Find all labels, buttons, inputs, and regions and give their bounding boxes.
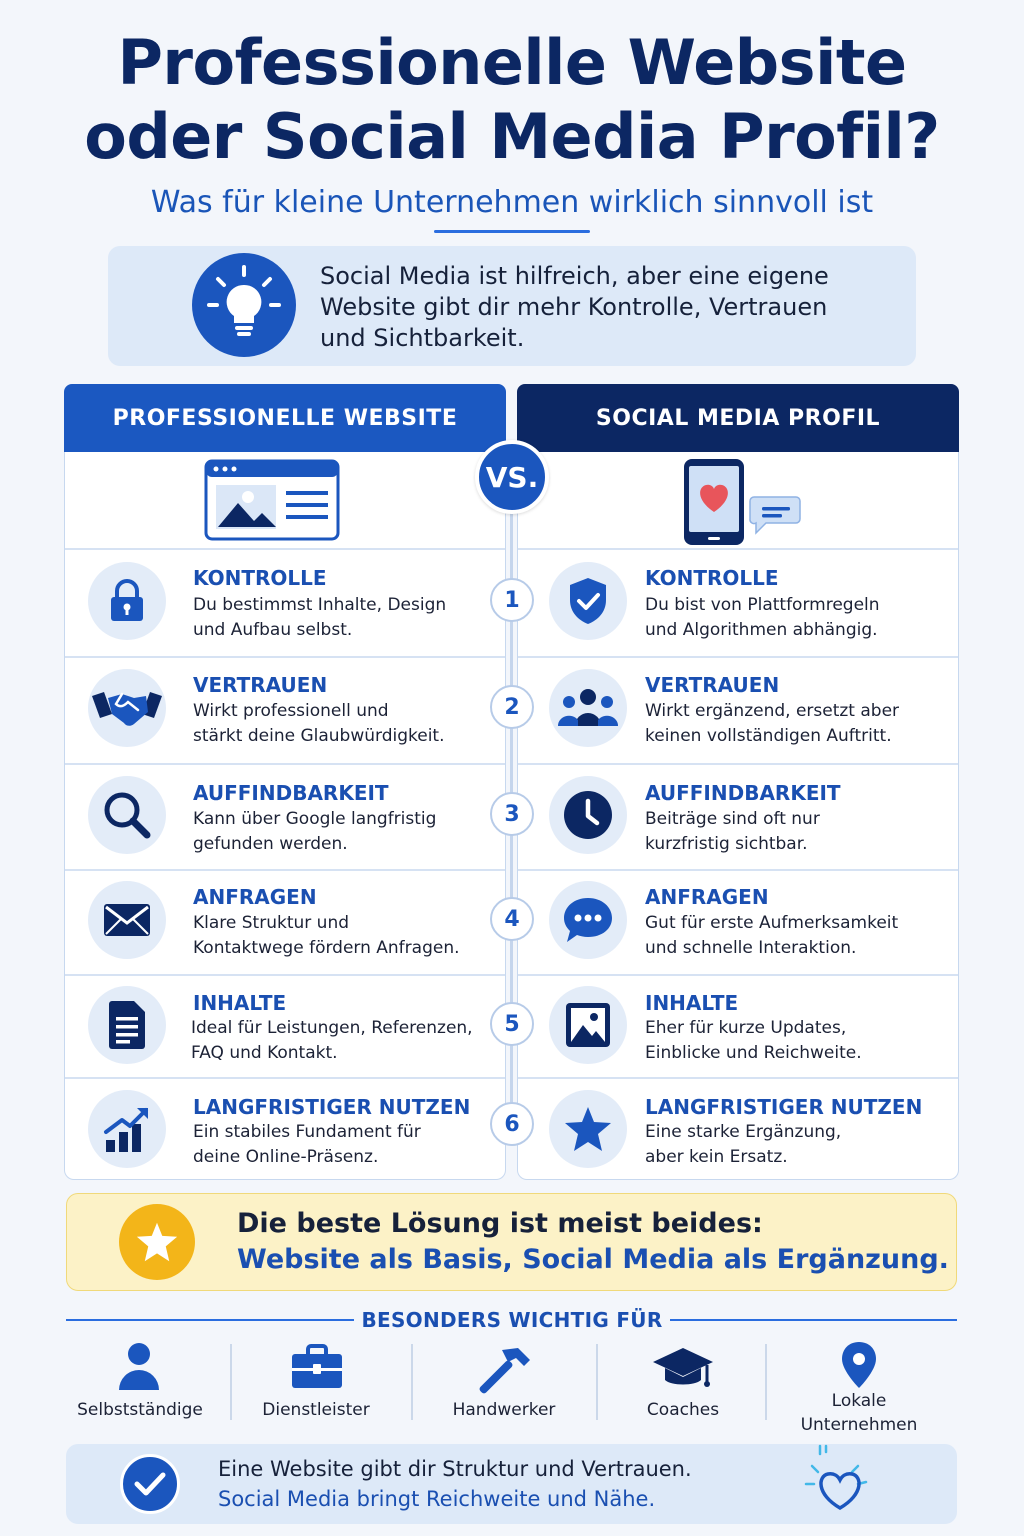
intro-callout — [108, 246, 916, 366]
audience-label: Handwerker — [452, 1400, 556, 1420]
row-number-badge: 5 — [490, 1002, 534, 1046]
website-row-3-title: AUFFINDBARKEIT — [193, 781, 389, 805]
desc-line: und Algorithmen abhängig. — [645, 620, 878, 640]
graduation-cap-icon — [651, 1346, 715, 1396]
row-divider — [65, 869, 505, 871]
desc-line: Wirkt ergänzend, ersetzt aber — [645, 701, 900, 721]
row-divider — [65, 1077, 505, 1079]
desc-line: Ein stabiles Fundament für — [193, 1122, 421, 1142]
audience-separator — [596, 1344, 598, 1420]
audience-label: Selbstständige — [77, 1400, 203, 1420]
social-row-4-title: ANFRAGEN — [645, 885, 769, 909]
section-rule — [670, 1319, 957, 1321]
desc-line: gefunden werden. — [193, 834, 348, 854]
lock-icon — [88, 562, 166, 640]
row-divider — [518, 869, 958, 871]
image-icon — [549, 986, 627, 1064]
chat-bubble-icon — [549, 881, 627, 959]
website-row-1-title: KONTROLLE — [193, 566, 327, 590]
desc-line: und Aufbau selbst. — [193, 620, 353, 640]
desc-line: Wirkt professionell und — [193, 701, 389, 721]
star-icon — [549, 1090, 627, 1168]
website-row-1-desc — [193, 593, 483, 643]
row-divider — [65, 548, 505, 550]
desc-line: Du bestimmst Inhalte, Design — [193, 595, 447, 615]
row-divider — [65, 656, 505, 658]
briefcase-icon — [290, 1344, 344, 1394]
row-divider — [518, 656, 958, 658]
row-divider — [65, 763, 505, 765]
website-row-6-desc — [193, 1120, 483, 1170]
search-icon — [88, 776, 166, 854]
desc-line: und schnelle Interaktion. — [645, 938, 857, 958]
row-number-badge: 2 — [490, 685, 534, 729]
browser-window-icon — [204, 459, 340, 545]
social-row-3-title: AUFFINDBARKEIT — [645, 781, 841, 805]
desc-line: Klare Struktur und — [193, 913, 350, 933]
clock-icon — [549, 776, 627, 854]
row-divider — [518, 974, 958, 976]
desc-line: Kann über Google langfristig — [193, 809, 437, 829]
social-row-1-desc — [645, 593, 935, 643]
phone-heart-icon — [682, 457, 804, 551]
desc-line: deine Online-Präsenz. — [193, 1147, 379, 1167]
page-subtitle: Was für kleine Unternehmen wirklich sinnvoll ist — [150, 185, 874, 220]
star-icon — [119, 1204, 195, 1280]
row-number-badge: 4 — [490, 897, 534, 941]
person-icon — [117, 1342, 161, 1394]
social-row-5-desc — [645, 1016, 935, 1066]
footer-line-2: Social Media bringt Reichweite und Nähe. — [218, 1487, 656, 1511]
audience-separator — [411, 1344, 413, 1420]
intro-text: Social Media ist hilfreich, aber eine eigene Website gibt dir mehr Kontrolle, Vertrauen und Sichtbarkeit. — [320, 262, 829, 352]
social-row-6-title: LANGFRISTIGER NUTZEN — [645, 1095, 923, 1119]
audience-label-line: Unternehmen — [800, 1415, 918, 1435]
desc-line: FAQ und Kontakt. — [191, 1043, 338, 1063]
social-row-4-desc — [645, 911, 935, 961]
section-rule — [66, 1319, 354, 1321]
hammer-icon — [478, 1344, 532, 1398]
audience-label: Dienstleister — [262, 1400, 370, 1420]
social-row-2-desc — [645, 699, 935, 749]
social-row-1-title: KONTROLLE — [645, 566, 779, 590]
audience-label — [779, 1389, 939, 1437]
column-header-social-media: SOCIAL MEDIA PROFIL — [517, 384, 959, 452]
website-row-2-desc — [193, 699, 483, 749]
desc-line: Kontaktwege fördern Anfragen. — [193, 938, 460, 958]
website-row-5-desc — [191, 1016, 491, 1066]
audience-label-line: Lokale — [831, 1391, 887, 1411]
website-row-4-desc — [193, 911, 483, 961]
desc-line: kurzfristig sichtbar. — [645, 834, 808, 854]
envelope-icon — [88, 881, 166, 959]
best-solution-callout — [66, 1193, 957, 1291]
row-divider — [65, 974, 505, 976]
footer-callout — [66, 1444, 957, 1524]
check-circle-icon — [120, 1454, 180, 1514]
social-row-6-desc — [645, 1120, 935, 1170]
website-row-4-title: ANFRAGEN — [193, 885, 317, 909]
desc-line: Einblicke und Reichweite. — [645, 1043, 862, 1063]
desc-line: Beiträge sind oft nur — [645, 809, 820, 829]
desc-line: Eine starke Ergänzung, — [645, 1122, 842, 1142]
document-icon — [88, 986, 166, 1064]
row-number-badge: 6 — [490, 1102, 534, 1146]
website-row-5-title: INHALTE — [193, 991, 287, 1015]
vs-badge: VS. — [475, 440, 549, 514]
audience-separator — [230, 1344, 232, 1420]
desc-line: Ideal für Leistungen, Referenzen, — [191, 1018, 473, 1038]
location-pin-icon — [840, 1340, 878, 1394]
social-row-2-title: VERTRAUEN — [645, 673, 780, 697]
social-row-5-title: INHALTE — [645, 991, 739, 1015]
title-line-1: Professionelle Website — [117, 26, 907, 99]
desc-line: Eher für kurze Updates, — [645, 1018, 847, 1038]
handshake-icon — [88, 669, 166, 747]
best-solution-line-1: Die beste Lösung ist meist beides: — [237, 1208, 763, 1239]
row-divider — [518, 1077, 958, 1079]
column-header-website: PROFESSIONELLE WEBSITE — [64, 384, 506, 452]
website-row-2-title: VERTRAUEN — [193, 673, 328, 697]
users-icon — [549, 669, 627, 747]
desc-line: Gut für erste Aufmerksamkeit — [645, 913, 899, 933]
row-divider — [518, 763, 958, 765]
lightbulb-icon — [192, 253, 296, 357]
important-for-heading: BESONDERS WICHTIG FÜR — [361, 1308, 663, 1332]
social-row-3-desc — [645, 807, 935, 857]
growth-chart-icon — [88, 1090, 166, 1168]
desc-line: Du bist von Plattformregeln — [645, 595, 880, 615]
website-row-3-desc — [193, 807, 483, 857]
row-number-badge: 1 — [490, 578, 534, 622]
subtitle-underline — [434, 230, 590, 233]
row-number-badge: 3 — [490, 792, 534, 836]
desc-line: aber kein Ersatz. — [645, 1147, 788, 1167]
desc-line: keinen vollständigen Auftritt. — [645, 726, 892, 746]
audience-separator — [765, 1344, 767, 1420]
page-title — [0, 26, 1024, 174]
best-solution-line-2: Website als Basis, Social Media als Ergänzung. — [237, 1244, 949, 1275]
footer-line-1: Eine Website gibt dir Struktur und Vertrauen. — [218, 1457, 692, 1481]
audience-label: Coaches — [646, 1400, 720, 1420]
shield-check-icon — [549, 562, 627, 640]
desc-line: stärkt deine Glaubwürdigkeit. — [193, 726, 445, 746]
title-line-2: oder Social Media Profil? — [84, 100, 940, 173]
website-row-6-title: LANGFRISTIGER NUTZEN — [193, 1095, 471, 1119]
heart-icon — [800, 1444, 880, 1518]
